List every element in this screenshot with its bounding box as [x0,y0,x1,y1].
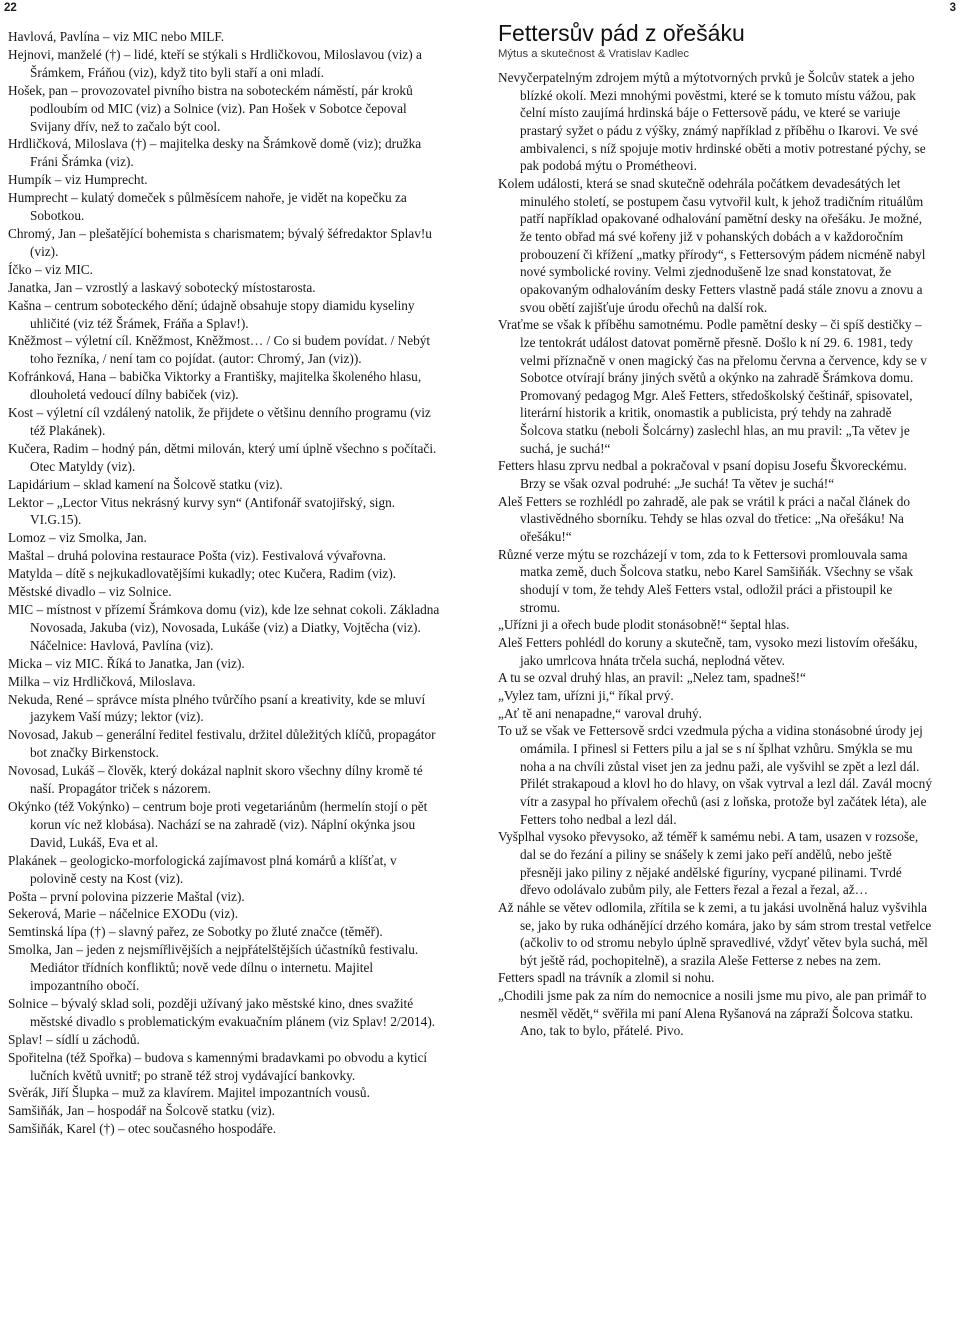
glossary-entry: Nekuda, René – správce místa plného tvůrčího psaní a kreativity, kde se mluví jazykem Vaší múzy; lektor (viz). [8,691,426,725]
article-body [498,69,932,1040]
page-number-left: 22 [4,2,17,14]
article-column [498,20,932,1040]
article-paragraph: Fetters spadl na trávník a zlomil si nohu. [498,970,715,986]
glossary-entry: Lomoz – viz Smolka, Jan. [8,530,147,546]
glossary-entry: Okýnko (též Vokýnko) – centrum boje proti vegetariánům (hermelín stojí o pět korun víc než klobása). Nachází se na zahradě (viz). Náplní okýnka jsou David, Lukáš, Eva et al. [8,798,428,850]
glossary-entry: Lektor – „Lector Vitus nekrásný kurvy syn“ (Antifonář svatojiřský, sign. VI.G.15). [8,494,396,528]
glossary-entry: Hejnovi, manželé (†) – lidé, kteří se stýkali s Hrdličkovou, Miloslavou (viz) a Šrámkem, Fráňou (viz), když tito byli staří a oni mladí. [8,46,422,80]
glossary-entry: Havlová, Pavlína – viz MIC nebo MILF. [8,29,225,44]
glossary-entry: Humprecht – kulatý domeček s půlměsícem nahoře, je vidět na kopečku za Sobotkou. [8,190,407,224]
article-paragraph: Aleš Fetters se rozhlédl po zahradě, ale pak se vrátil k práci a načal článek do vlastivědného sborníku. Tehdy se hlas ozval do třetice: „Na ořešáku! Na ořešáku!“ [498,493,911,545]
article-paragraph: Vyšplhal vysoko převysoko, až téměř k samému nebi. A tam, usazen v rozsoše, dal se do řezání a piliny se snášely k zemi jako peří andělů, nebo ještě přesněji jako piliny z nějaké andělské figuríny, vycpané pilinami. Tvrdé dřevo odolávalo zubům pily, ale Fetters řezal a řezal a řezal, až… [498,829,919,898]
glossary-entry: Maštal – druhá polovina restaurace Pošta (viz). Festivalová vývařovna. [8,548,387,564]
glossary-entry: Chromý, Jan – plešatějící bohemista s charismatem; bývalý šéfredaktor Splav!u (viz). [8,225,432,259]
glossary-entry: Novosad, Lukáš – člověk, který dokázal naplnit skoro všechny dílny kromě té naší. Propagátor triček s názorem. [8,763,423,797]
article-paragraph: Kolem události, která se snad skutečně odehrála počátkem devadesátých let minulého století, se postupem času vytvořil kult, k jehož tradičním rituálům patří například opakované odhalování pamětní desky na ořešáku. Je možné, že tento obřad má své kořeny již v pohanských dobách a v každoročním probouzení či křížení „matky přírody“, s Fettersovým pádem nicméně nabyl nové symbolické roviny. Velmi zjednodušeně lze snad konstatovat, že opakovaným odhalováním desky Fetters vlastně padá stále znovu a znovu a svou obětí zajišťuje úrodu ořechů na další rok. [498,175,926,315]
glossary-entry: Kašna – centrum soboteckého dění; údajně obsahuje stopy diamidu kyseliny uhličité (viz též Šrámek, Fráňa a Splav!). [8,297,415,331]
glossary-entry: Kučera, Radim – hodný pán, dětmi milován, který umí úplně všechno s počítači. Otec Matyldy (viz). [8,440,437,474]
glossary-entry: Sekerová, Marie – náčelnice EXODu (viz). [8,906,239,922]
article-paragraph: Aleš Fetters pohlédl do koruny a skutečně, tam, vysoko mezi listovím ořešáku, jako umrlcova hnáta trčela suchá, neplodná větev. [498,635,918,668]
article-paragraph: To už se však ve Fettersově srdci vzedmula pýcha a vidina stonásobné úrody jej omámila. I přinesl si Fetters pilu a jal se s ní šplhat vzhůru. Smýkla se mu noha a na chvíli zůstal viset jen za jednu paži, ale vyšvihl se zpět a lezl dál. Přilét strakapoud a klovl ho do hlavy, on však vytrval a lezl dál. Zavál mocný vítr a zasypal ho přívalem ořechů (asi z loňska, protože byl začátek léta), ale Fetters toho nedbal a lezl dál. [498,723,932,827]
glossary-entry: Hrdličková, Miloslava (†) – majitelka desky na Šrámkově domě (viz); družka Fráni Šrámka (viz). [8,136,422,170]
glossary-entry: Novosad, Jakub – generální ředitel festivalu, držitel důležitých klíčů, propagátor bot značky Birkenstock. [8,727,436,761]
glossary-entry: Janatka, Jan – vzrostlý a laskavý sobotecký místostarosta. [8,279,316,295]
glossary-entry: Městské divadlo – viz Solnice. [8,584,172,600]
page-number-right: 3 [949,2,956,14]
glossary-entry: Samšiňák, Karel (†) – otec současného hospodáře. [8,1121,277,1137]
article-paragraph: Fetters hlasu zprvu nedbal a pokračoval v psaní dopisu Josefu Škvoreckému. Brzy se však ozval podruhé: „Je suchá! Ta větev je suchá!“ [498,458,907,492]
glossary-entry: Pošta – první polovina pizzerie Maštal (viz). [8,888,245,904]
glossary-entry: Samšiňák, Jan – hospodář na Šolcově statku (viz). [8,1103,275,1119]
article-paragraph: A tu se ozval druhý hlas, an pravil: „Nelez tam, spadneš!“ [498,670,806,686]
glossary-entry: Kněžmost – výletní cíl. Kněžmost, Kněžmost… / Co si budem povídat. / Nebýt toho řezníka, / není tam co pojídat. (autor: Chromý, Jan (viz)). [8,333,431,367]
glossary-entry: Kofránková, Hana – babička Viktorky a Františky, majitelka školeného hlasu, dlouholetá vedoucí dílny babiček (viz). [8,369,422,403]
glossary-entry: Íčko – viz MIC. [8,261,93,277]
article-paragraph: „Chodili jsme pak za ním do nemocnice a nosili jsme mu pivo, ale pan primář to nesměl vědět,“ svěřila mi paní Alena Ryšanová na zápraží Šolcova statku. Ano, tak to bylo, přátelé. Pivo. [498,988,927,1039]
article-byline: Mýtus a skutečnost & Vratislav Kadlec [498,48,690,60]
glossary-entry: Spořitelna (též Spořka) – budova s kamennými bradavkami po obvodu a kyticí lučních květů uvnitř; po straně též stroj vydávající bankovky. [8,1049,428,1083]
glossary-entry: Solnice – bývalý sklad soli, později užívaný jako městské kino, dnes svažité městské divadlo s problematickým evakuačním plánem (viz Splav! 2/2014). [8,995,436,1029]
glossary-entry: Splav! – sídlí u záchodů. [8,1031,140,1047]
article-paragraph: Různé verze mýtu se rozcházejí v tom, zda to k Fettersovi promlouvala sama matka země, duch Šolcova statku, nebo Karel Samšiňák. Všechny se však shodují v tom, že tehdy Aleš Fetters vstal, odložil práci a přistoupil ke stromu. [498,546,914,615]
article-paragraph: Nevyčerpatelným zdrojem mýtů a mýtotvorných prvků je Šolcův statek a jeho blízké okolí. Mezi mnohými pověstmi, které se k tomuto místu vážou, pak čelní místo zaujímá hrdinská báje o Fettersově pádu, ve které se variuje prastarý syžet o pádu z výšky, známý například z příběhu o Ikarovi. Ve své ambivalenci, s níž spojuje motiv hrdinské oběti a motiv potrestané pýchy, se pak podobá mýtu o Prométheovi. [498,70,926,174]
article-paragraph: „Ať tě ani nenapadne,“ varoval druhý. [498,705,702,721]
glossary-entry: Svěrák, Jiří Šlupka – muž za klavírem. Majitel impozantních vousů. [8,1085,370,1101]
article-paragraph: Vraťme se však k příběhu samotnému. Podle pamětní desky – či spíš destičky – lze tentokrát událost datovat poměrně přesně. Došlo k ní 29. 6. 1981, tedy velmi příznačně v onen magický čas na přelomu června a července, kdy se v Sobotce otvírají brány jiných světů a okýnko na zahradě Šrámkova domu. Promovaný pedagog Mgr. Aleš Fetters, středoškolský češtinář, spisovatel, literární historik a kritik, onomastik a publicista, prý tehdy na zahradě Šolcova statku (neboli Šolcárny) zaslechl hlas, an mu pravil: „Ta větev je suchá, je suchá!“ [498,317,927,456]
glossary-entry: MIC – místnost v přízemí Šrámkova domu (viz), kde lze sehnat cokoli. Základna Novosada, Jakuba (viz), Novosada, Lukáše (viz) a Diatky, Vojtěcha (viz). Náčelnice: Havlová, Pavlína (viz). [8,602,440,653]
article-paragraph: Až náhle se větev odlomila, zřítila se k zemi, a tu jakási uvolněná haluz vyšvihla se, jako by ruka odhánějící drzého komára, jako by sám strom trestal vetřelce (ačkoliv to od stromu nebylo úplně spravedlivé, vždyť větev byla suchá, měl být ještě rád, pochopitelně), a srazila Aleše Fetterse z nebes na zem. [498,899,932,968]
article-title: Fettersův pád z ořešáku [498,20,745,46]
glossary-column [8,28,440,1138]
article-paragraph: „Vylez tam, uřízni ji,“ říkal prvý. [498,687,674,703]
glossary-entry: Micka – viz MIC. Říká to Janatka, Jan (viz). [8,655,245,671]
article-paragraph: „Uřízni ji a ořech bude plodit stonásobně!“ šeptal hlas. [498,617,790,633]
glossary-entry: Hošek, pan – provozovatel pivního bistra na soboteckém náměstí, pár kroků podloubím od MIC (viz) a Solnice (viz). Pan Hošek v Sobotce čepoval Svijany dřív, než to začalo být cool. [8,82,413,134]
glossary-entry: Semtinská lípa (†) – slavný pařez, ze Sobotky po žluté značce (těměř). [8,924,383,940]
glossary-entry: Kost – výletní cíl vzdálený natolik, že přijdete o většinu denního programu (viz též Plakánek). [8,405,431,438]
glossary-entry: Milka – viz Hrdličková, Miloslava. [8,673,196,689]
glossary-entry: Plakánek – geologicko-morfologická zajímavost plná komárů a klíšťat, v polovině cesty na Kost (viz). [8,852,397,886]
glossary-entry: Humpík – viz Humprecht. [8,172,148,188]
glossary-entry: Matylda – dítě s nejkukadlovatějšími kukadly; otec Kučera, Radim (viz). [8,566,397,582]
glossary-entry: Smolka, Jan – jeden z nejsmířlivějších a nejpřátelštějších účastníků festivalu. Mediátor třídních konfliktů; nově vede dílnu o internetu. Majitel impozantního obočí. [8,942,419,994]
glossary-entry: Lapidárium – sklad kamení na Šolcově statku (viz). [8,476,283,492]
